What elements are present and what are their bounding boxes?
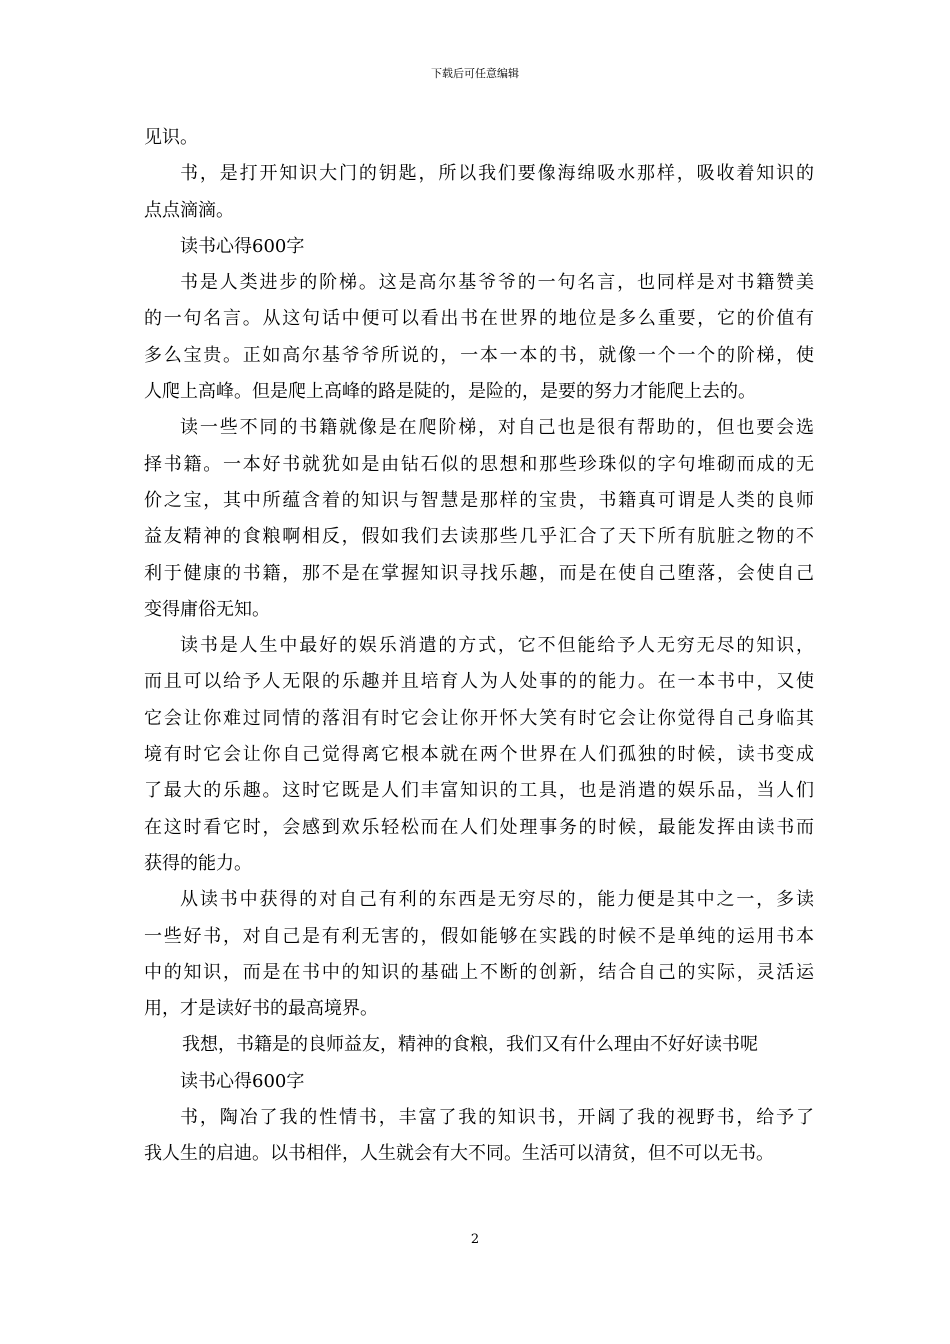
section-heading: 读书心得600字: [180, 235, 305, 257]
text-line: 利于健康的书籍，那不是在掌握知识寻找乐趣，而是在使自己堕落，会使自己: [144, 562, 814, 584]
text-line: 书，陶冶了我的性情书，丰富了我的知识书，开阔了我的视野书，给予了: [180, 1107, 814, 1129]
text-line: 见识。: [144, 127, 198, 148]
text-line: 它会让你难过同情的落泪有时它会让你开怀大笑有时它会让你觉得自己身临其: [144, 707, 814, 729]
text-line: 而且可以给予人无限的乐趣并且培育人为人处事的的能力。在一本书中，又使: [144, 671, 814, 693]
text-line: 书是人类进步的阶梯。这是高尔基爷爷的一句名言，也同样是对书籍赞美: [180, 272, 814, 294]
text-line: 择书籍。一本好书就犹如是由钻石似的思想和那些珍珠似的字句堆砌而成的无: [144, 453, 814, 475]
text-line: 境有时它会让你自己觉得离它根本就在两个世界在人们孤独的时候，读书变成: [144, 744, 814, 766]
text-line: 我人生的启迪。以书相伴，人生就会有大不同。生活可以清贫，但不可以无书。: [144, 1143, 774, 1165]
text-line: 读一些不同的书籍就像是在爬阶梯，对自己也是很有帮助的，但也要会选: [180, 417, 814, 439]
text-line: 了最大的乐趣。这时它既是人们丰富知识的工具，也是消遣的娱乐品，当人们: [144, 780, 814, 802]
document-body: [144, 120, 814, 1173]
text-line: 中的知识，而是在书中的知识的基础上不断的创新，结合自己的实际，灵活运: [144, 961, 814, 983]
text-line: 一些好书，对自己是有利无害的，假如能够在实践的时候不是单纯的运用书本: [144, 925, 814, 947]
page-number: 2: [470, 1232, 480, 1247]
text-line: 从读书中获得的对自己有利的东西是无穷尽的，能力便是其中之一，多读: [180, 889, 814, 911]
text-line: 读书是人生中最好的娱乐消遣的方式，它不但能给予人无穷无尽的知识，: [180, 635, 814, 657]
text-line: 人爬上高峰。但是爬上高峰的路是陡的，是险的，是要的努力才能爬上去的。: [144, 381, 756, 403]
text-line: 多么宝贵。正如高尔基爷爷所说的，一本一本的书，就像一个一个的阶梯，使: [144, 344, 814, 366]
text-line: 获得的能力。: [144, 852, 252, 874]
text-line: 价之宝，其中所蕴含着的知识与智慧是那样的宝贵，书籍真可谓是人类的良师: [144, 489, 814, 511]
page-header: 下载后可任意编辑: [431, 67, 519, 80]
text-line: 用，才是读好书的最高境界。: [144, 998, 378, 1020]
text-line: 的一句名言。从这句话中便可以看出书在世界的地位是多么重要，它的价值有: [144, 308, 814, 330]
text-line: 益友精神的食粮啊相反，假如我们去读那些几乎汇合了天下所有肮脏之物的不: [144, 526, 814, 548]
text-line: 我想，书籍是的良师益友，精神的食粮，我们又有什么理由不好好读书呢: [182, 1034, 758, 1056]
text-line: 书，是打开知识大门的钥匙，所以我们要像海绵吸水那样，吸收着知识的: [180, 163, 814, 185]
section-heading: 读书心得600字: [180, 1070, 305, 1092]
text-line: 点点滴滴。: [144, 199, 234, 221]
text-line: 变得庸俗无知。: [144, 598, 270, 620]
text-line: 在这时看它时，会感到欢乐轻松而在人们处理事务的时候，最能发挥由读书而: [144, 816, 814, 838]
